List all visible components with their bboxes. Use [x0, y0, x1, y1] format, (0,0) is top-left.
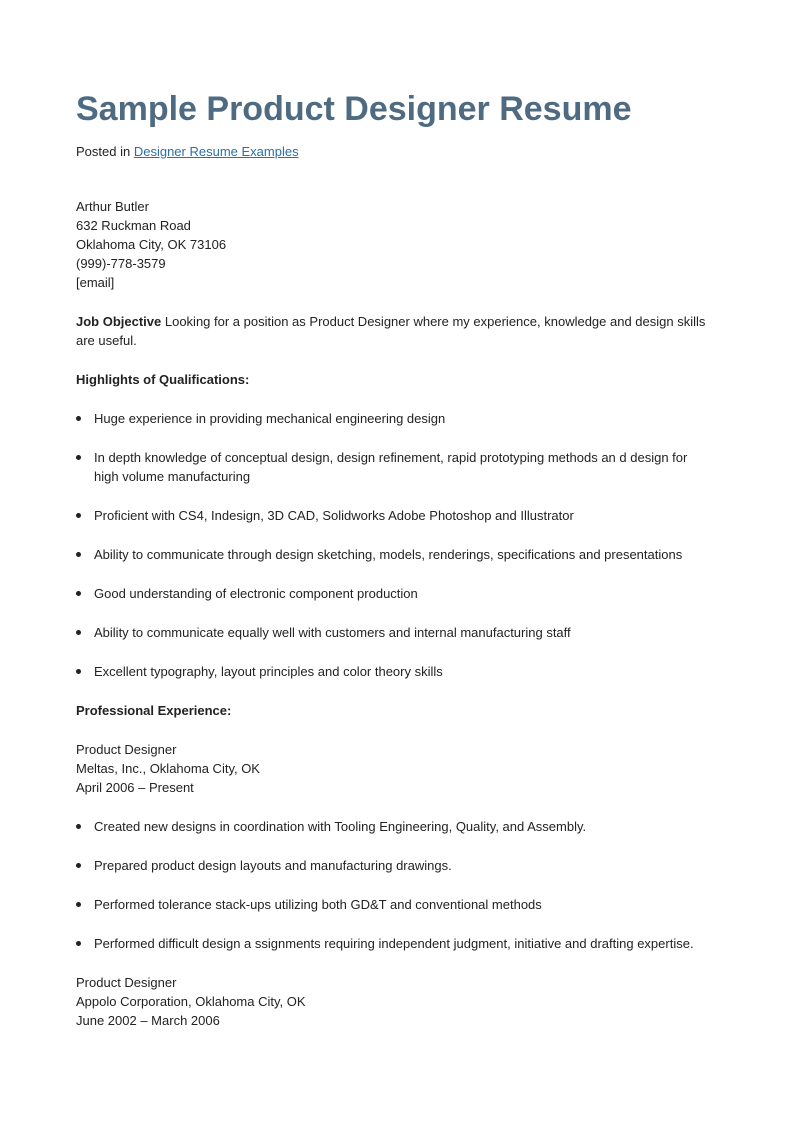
highlight-item: Good understanding of electronic component production	[76, 584, 706, 603]
job-dates: April 2006 – Present	[76, 780, 194, 795]
job-duty-item: Performed difficult design a ssignments requiring independent judgment, initiative and drafting expertise.	[76, 934, 706, 953]
bullet-dot-icon	[76, 455, 81, 460]
highlight-item: Excellent typography, layout principles and color theory skills	[76, 662, 706, 681]
bullet-dot-icon	[76, 552, 81, 557]
bullet-dot-icon	[76, 513, 81, 518]
bullet-dot-icon	[76, 824, 81, 829]
bullet-dot-icon	[76, 941, 81, 946]
highlight-item: In depth knowledge of conceptual design, design refinement, rapid prototyping methods an d design for high volume manufacturing	[76, 448, 706, 486]
job-objective-text: Looking for a position as Product Designer where my experience, knowledge and design skills are useful.	[76, 314, 706, 348]
bullet-dot-icon	[76, 902, 81, 907]
job-dates: June 2002 – March 2006	[76, 1013, 220, 1028]
job-company: Meltas, Inc., Oklahoma City, OK	[76, 761, 260, 776]
category-link[interactable]: Designer Resume Examples	[133, 144, 299, 159]
job-duty-item: Prepared product design layouts and manufacturing drawings.	[76, 856, 706, 875]
job-title: Product Designer	[76, 975, 177, 990]
bullet-dot-icon	[76, 591, 81, 596]
highlight-item: Huge experience in providing mechanical engineering design	[76, 409, 706, 428]
job-objective	[76, 312, 706, 350]
highlights-heading: Highlights of Qualifications:	[76, 372, 250, 387]
job-duty-item: Performed tolerance stack-ups utilizing both GD&T and conventional methods	[76, 895, 706, 914]
contact-street: 632 Ruckman Road	[76, 218, 191, 233]
bullet-dot-icon	[76, 416, 81, 421]
highlight-item: Proficient with CS4, Indesign, 3D CAD, Solidworks Adobe Photoshop and Illustrator	[76, 506, 706, 525]
highlight-item: Ability to communicate through design sketching, models, renderings, specifications and presentations	[76, 545, 706, 564]
job-objective-label: Job Objective	[76, 314, 162, 329]
job-company: Appolo Corporation, Oklahoma City, OK	[76, 994, 306, 1009]
highlight-item: Ability to communicate equally well with customers and internal manufacturing staff	[76, 623, 706, 642]
job-title: Product Designer	[76, 742, 177, 757]
page-title: Sample Product Designer Resume	[76, 90, 632, 128]
job-duty-item: Created new designs in coordination with Tooling Engineering, Quality, and Assembly.	[76, 817, 706, 836]
bullet-dot-icon	[76, 669, 81, 674]
contact-name: Arthur Butler	[76, 199, 149, 214]
bullet-dot-icon	[76, 863, 81, 868]
experience-heading: Professional Experience:	[76, 703, 232, 718]
bullet-dot-icon	[76, 630, 81, 635]
contact-city: Oklahoma City, OK 73106	[76, 237, 227, 252]
posted-in-prefix: Posted in	[76, 144, 131, 159]
contact-email: [email]	[76, 275, 115, 290]
contact-phone: (999)-778-3579	[76, 256, 166, 271]
posted-in-line	[76, 144, 299, 159]
